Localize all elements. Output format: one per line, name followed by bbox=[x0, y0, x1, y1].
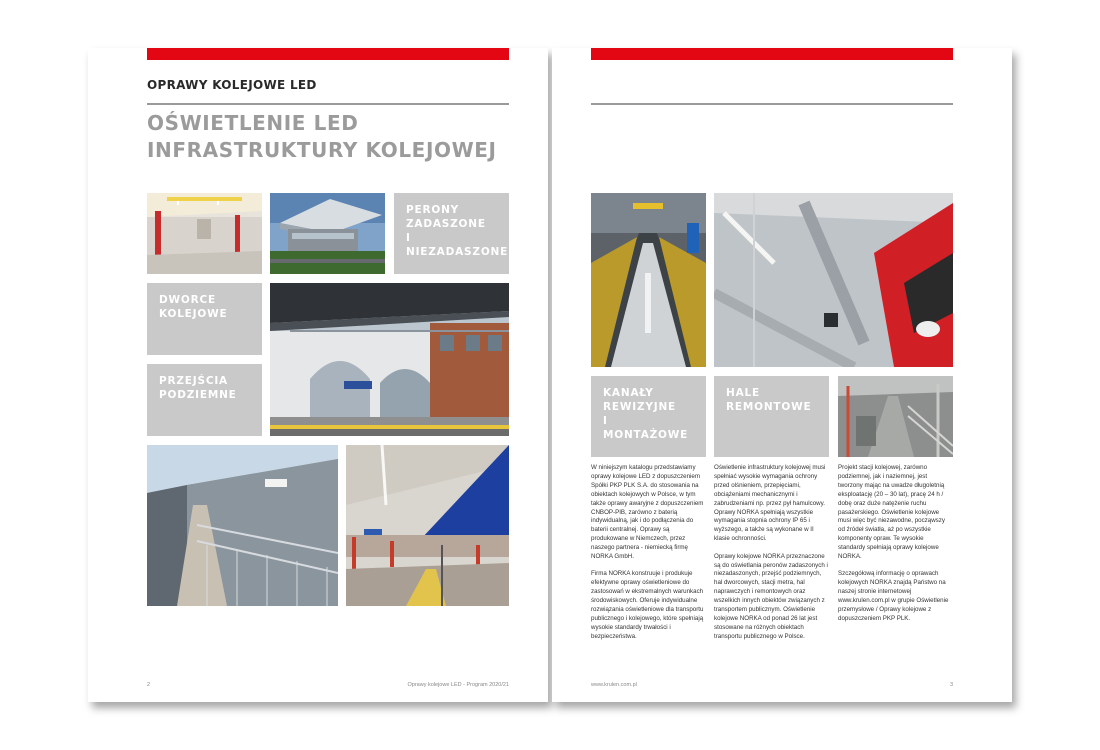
tile-kanaly-label: KANAŁY REWIZYJNE I MONTAŻOWE bbox=[603, 387, 689, 441]
section-label: OPRAWY KOLEJOWE LED bbox=[147, 78, 317, 92]
text-column-2 bbox=[714, 464, 828, 650]
photo-station-arches bbox=[270, 283, 509, 436]
paragraph: W niniejszym katalogu przedstawiamy oprawy kolejowe LED z dopuszczeniem Spółki PKP PLK S.A. do stosowania na obiektach kolejowych w Polsce, w tym także oprawy awaryjne z dopuszczeniem CNBOP-PIB, zarówno z baterią indywidualną, jak i do podłączenia do baterii centralnej. Oprawy są produkowane w Niemczech, przez naszego partnera - niemiecką firmę NORKA GmbH. bbox=[591, 464, 704, 561]
photo-maintenance-depot bbox=[838, 376, 953, 457]
tile-hale-label: HALE REMONTOWE bbox=[726, 387, 812, 413]
footer-page-number-left: 2 bbox=[147, 682, 151, 688]
photo-inspection-pit bbox=[591, 193, 706, 367]
text-column-3 bbox=[838, 464, 952, 632]
right-page bbox=[552, 48, 1012, 702]
photo-repair-hall-train bbox=[714, 193, 953, 367]
left-page bbox=[88, 48, 548, 702]
tile-dworce-label: DWORCE KOLEJOWE bbox=[159, 294, 228, 320]
footer-catalog-name: Oprawy kolejowe LED - Program 2020/21 bbox=[407, 682, 509, 688]
header-rule-right bbox=[591, 103, 953, 105]
photo-platform-canopy bbox=[270, 193, 385, 274]
text-column-1 bbox=[591, 464, 705, 650]
title-line-1: OŚWIETLENIE LED bbox=[147, 111, 359, 135]
tile-perony bbox=[394, 193, 509, 274]
photo-underground-passage-hall bbox=[147, 193, 262, 274]
paragraph: Oświetlenie infrastruktury kolejowej musi spełniać wysokie wymagania ochrony przed olśnieniem, przepięciami, obciążeniami mechanicznymi i zabrudzeniami np. przez pył hamulcowy. Oprawy NORKA spełniają wszystkie wymagania stopnia ochrony IP 65 i wyższego, a także są wykonane w II klasie ochronności. bbox=[714, 464, 826, 543]
red-header-bar-right bbox=[591, 48, 953, 60]
tile-hale bbox=[714, 376, 829, 457]
photo-platform-blue-roof bbox=[346, 445, 509, 606]
page-title bbox=[147, 110, 527, 164]
paragraph: Szczegółową informację o oprawach kolejowych NORKA znajdą Państwo na naszej stronie internetowej www.krulen.com.pl w grupie Oświetlenie przemysłowe / Oprawy kolejowe z dopuszczeniem PKP PLK. bbox=[838, 570, 949, 622]
tile-dworce bbox=[147, 283, 262, 355]
tile-przejscia bbox=[147, 364, 262, 436]
paragraph: Oprawy kolejowe NORKA przeznaczone są do oświetlania peronów zadaszonych i niezadaszonych, przejść podziemnych, hal dworcowych, stacji metra, hal naprawczych i remontowych oraz wszelkich innych obiektów związanych z transportem publicznym. Oświetlenie kolejowe NORKA od ponad 26 lat jest stosowane na różnych obiektach transportu publicznego w Polsce. bbox=[714, 552, 828, 640]
tile-przejscia-label: PRZEJŚCIA PODZIEMNE bbox=[159, 375, 237, 401]
footer-website-link[interactable]: www.krulen.com.pl bbox=[591, 682, 637, 688]
tile-perony-label: PERONY ZADASZONE I NIEZADASZONE bbox=[406, 204, 509, 258]
footer-page-number-right: 3 bbox=[949, 682, 953, 688]
header-rule bbox=[147, 103, 509, 105]
tile-kanaly bbox=[591, 376, 706, 457]
title-line-2: INFRASTRUKTURY KOLEJOWEJ bbox=[147, 138, 497, 162]
photo-corridor-railings bbox=[147, 445, 338, 606]
red-header-bar bbox=[147, 48, 509, 60]
paragraph: Projekt stacji kolejowej, zarówno podziemnej, jak i naziemnej, jest tworzony mając na uwadze długoletnią eksploatację (20 – 30 lat), pracę 24 h / dobę oraz duże natężenie ruchu pasażerskiego. Oświetlenie kolejowe musi więc być niezawodne, począwszy od źródeł światła, aż po wszystkie komponenty opraw. Te wysokie standardy spełniają oprawy kolejowe NORKA. bbox=[838, 464, 945, 561]
paragraph: Firma NORKA konstruuje i produkuje efektywne oprawy oświetleniowe do zastosowań w ekstremalnych warunkach środowiskowych. Oferuje indywidualne rozwiązania oświetleniowe dla transportu publicznego i kolejowego, które spełniają wysokie standardy trwałości i bezpieczeństwa. bbox=[591, 570, 704, 640]
